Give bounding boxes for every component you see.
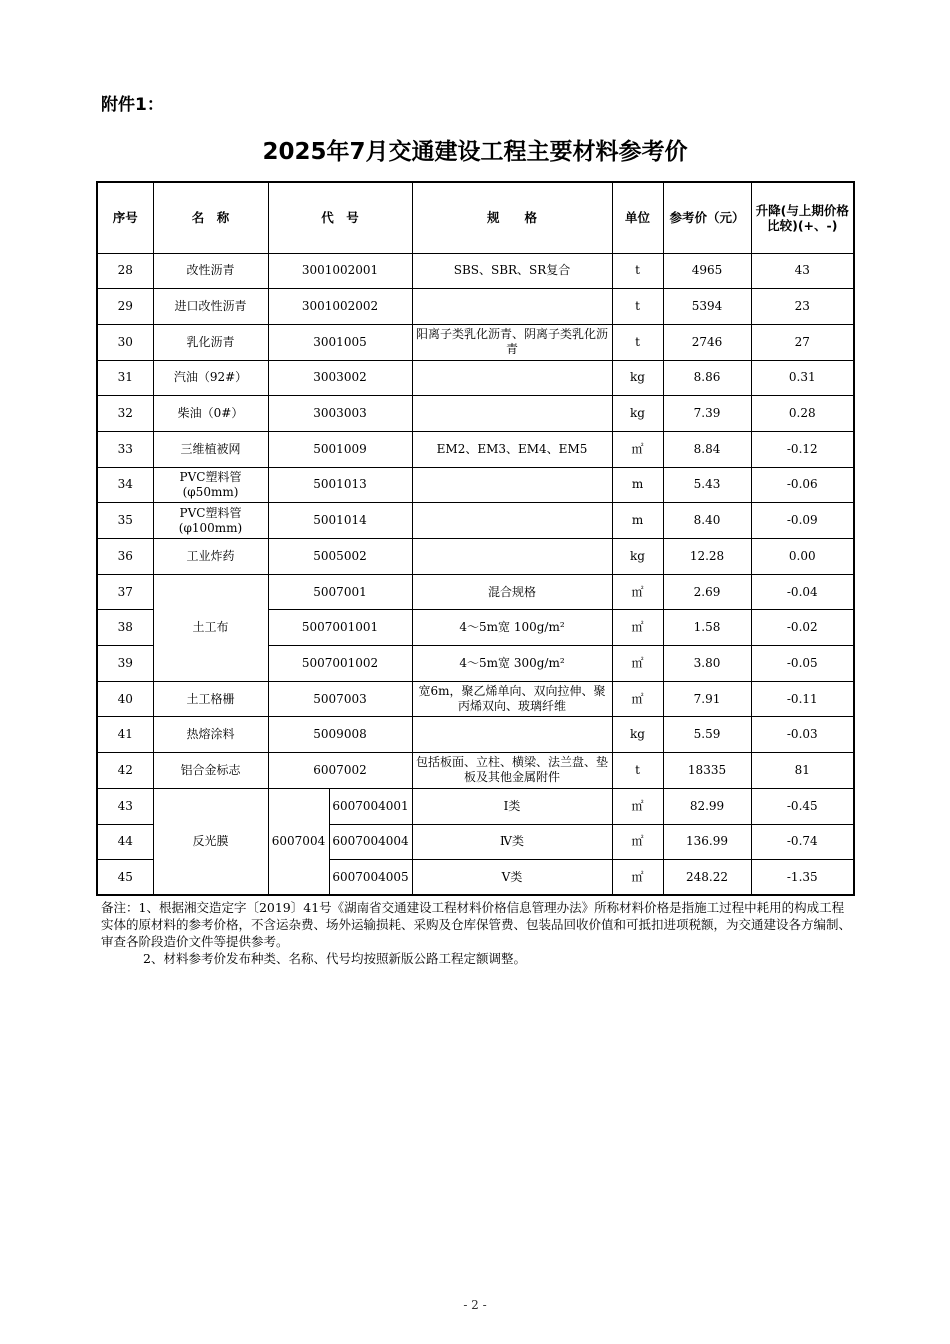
table-row [97,467,854,503]
cell-price: 7.39 [663,396,751,432]
cell-change: 81 [751,753,854,789]
cell-price: 8.40 [663,503,751,539]
cell-price: 8.84 [663,431,751,467]
cell-spec [412,289,612,325]
cell-code: 5001014 [268,503,412,539]
cell-name: 柴油（0#） [153,396,268,432]
cell-spec [412,467,612,503]
table-row [97,289,854,325]
cell-code: 3001002002 [268,289,412,325]
cell-name: 铝合金标志 [153,753,268,789]
cell-name: 进口改性沥青 [153,289,268,325]
cell-code: 6007002 [268,753,412,789]
cell-code: 5005002 [268,539,412,575]
cell-spec [412,539,612,575]
cell-change: -0.74 [751,824,854,860]
cell-seq: 33 [97,431,153,467]
cell-code: 3003002 [268,360,412,396]
cell-change: -0.06 [751,467,854,503]
table-row [97,717,854,753]
header-name: 名 称 [153,182,268,253]
cell-change: -0.04 [751,574,854,610]
note-1: 备注：1、根据湘交造定字〔2019〕41号《湖南省交通建设工程材料价格信息管理办法》所称材料价格是指施工过程中耗用的构成工程实体的原材料的参考价格，不含运杂费、场外运输损耗、采购及仓库保管费、包装品回收价值和可抵扣进项税额，为交通建设各方编制、审查各阶段造价文件等提供参考。 [101,900,852,949]
cell-code: 5001009 [268,431,412,467]
table-row [97,253,854,289]
attachment-label: 附件1： [101,95,164,115]
cell-spec: 包括板面、立柱、横梁、法兰盘、垫板及其他金属附件 [412,753,612,789]
cell-unit: kg [612,360,663,396]
cell-price: 18335 [663,753,751,789]
cell-change: 23 [751,289,854,325]
cell-seq: 35 [97,503,153,539]
cell-price: 2746 [663,324,751,360]
cell-unit: ㎡ [612,431,663,467]
cell-unit: m [612,467,663,503]
cell-spec: EM2、EM3、EM4、EM5 [412,431,612,467]
table-row [97,396,854,432]
cell-seq: 39 [97,646,153,682]
cell-code: 6007004004 [329,824,412,860]
cell-spec [412,396,612,432]
cell-name: 三维植被网 [153,431,268,467]
cell-change: 0.31 [751,360,854,396]
cell-spec: 阳离子类乳化沥青、阴离子类乳化沥青 [412,324,612,360]
cell-unit: kg [612,539,663,575]
cell-seq: 37 [97,574,153,610]
cell-seq: 44 [97,824,153,860]
table-row [97,788,854,824]
cell-price: 8.86 [663,360,751,396]
cell-unit: t [612,753,663,789]
cell-spec: 4～5m宽 300g/m² [412,646,612,682]
cell-code: 5007001001 [268,610,412,646]
cell-seq: 31 [97,360,153,396]
cell-price: 5.59 [663,717,751,753]
cell-unit: ㎡ [612,610,663,646]
cell-seq: 34 [97,467,153,503]
cell-unit: ㎡ [612,860,663,896]
cell-unit: t [612,324,663,360]
page-title: 2025年7月交通建设工程主要材料参考价 [262,139,688,165]
cell-seq: 29 [97,289,153,325]
table-row [97,753,854,789]
cell-name: 汽油（92#） [153,360,268,396]
cell-code: 5001013 [268,467,412,503]
cell-name: PVC塑料管(φ100mm) [153,503,268,539]
cell-change: 27 [751,324,854,360]
table-row [97,431,854,467]
cell-unit: ㎡ [612,824,663,860]
cell-price: 136.99 [663,824,751,860]
cell-unit: ㎡ [612,574,663,610]
note-2: 2、材料参考价发布种类、名称、代号均按照新版公路工程定额调整。 [143,951,526,966]
cell-name: 土工布 [153,574,268,681]
cell-spec [412,717,612,753]
table-row [97,324,854,360]
cell-seq: 32 [97,396,153,432]
cell-seq: 30 [97,324,153,360]
cell-unit: ㎡ [612,788,663,824]
cell-change: -0.05 [751,646,854,682]
table-row [97,503,854,539]
cell-seq: 40 [97,681,153,717]
header-price: 参考价（元） [663,182,751,253]
cell-spec: Ⅴ类 [412,860,612,896]
cell-unit: t [612,289,663,325]
cell-change: -0.45 [751,788,854,824]
cell-price: 5394 [663,289,751,325]
material-price-table [96,181,855,896]
cell-seq: 42 [97,753,153,789]
cell-price: 7.91 [663,681,751,717]
cell-code: 6007004001 [329,788,412,824]
cell-seq: 28 [97,253,153,289]
cell-price: 4965 [663,253,751,289]
cell-unit: kg [612,717,663,753]
cell-unit: kg [612,396,663,432]
header-seq: 序号 [97,182,153,253]
cell-change: -1.35 [751,860,854,896]
cell-name: 热熔涂料 [153,717,268,753]
cell-price: 1.58 [663,610,751,646]
cell-seq: 45 [97,860,153,896]
cell-name: PVC塑料管(φ50mm) [153,467,268,503]
cell-change: 0.00 [751,539,854,575]
cell-price: 3.80 [663,646,751,682]
cell-code: 5007001002 [268,646,412,682]
cell-unit: ㎡ [612,646,663,682]
cell-name: 反光膜 [153,788,268,895]
cell-price: 248.22 [663,860,751,896]
table-header-row [97,182,854,253]
cell-change: 0.28 [751,396,854,432]
cell-code: 3001005 [268,324,412,360]
table-row [97,574,854,610]
cell-seq: 43 [97,788,153,824]
cell-code-parent: 6007004 [268,788,329,895]
page-number: - 2 - [463,1298,487,1312]
cell-seq: 36 [97,539,153,575]
cell-change: -0.02 [751,610,854,646]
cell-name: 土工格栅 [153,681,268,717]
header-unit: 单位 [612,182,663,253]
cell-seq: 41 [97,717,153,753]
cell-code: 3001002001 [268,253,412,289]
cell-code: 5009008 [268,717,412,753]
cell-name: 改性沥青 [153,253,268,289]
header-spec: 规 格 [412,182,612,253]
table-row [97,360,854,396]
cell-price: 5.43 [663,467,751,503]
cell-change: -0.09 [751,503,854,539]
header-change: 升降(与上期价格比较)(+、-) [751,182,854,253]
cell-unit: t [612,253,663,289]
cell-unit: m [612,503,663,539]
cell-spec [412,503,612,539]
cell-spec: 4～5m宽 100g/m² [412,610,612,646]
table-row [97,681,854,717]
cell-price: 12.28 [663,539,751,575]
notes [101,899,851,967]
cell-code: 5007001 [268,574,412,610]
cell-spec: SBS、SBR、SR复合 [412,253,612,289]
cell-code: 5007003 [268,681,412,717]
cell-change: -0.11 [751,681,854,717]
cell-spec: 宽6m，聚乙烯单向、双向拉伸、聚丙烯双向、玻璃纤维 [412,681,612,717]
cell-price: 82.99 [663,788,751,824]
cell-change: -0.12 [751,431,854,467]
cell-unit: ㎡ [612,681,663,717]
cell-code: 3003003 [268,396,412,432]
table-row [97,539,854,575]
cell-name: 乳化沥青 [153,324,268,360]
cell-spec [412,360,612,396]
cell-seq: 38 [97,610,153,646]
cell-change: 43 [751,253,854,289]
header-code: 代 号 [268,182,412,253]
cell-spec: Ⅰ类 [412,788,612,824]
cell-name: 工业炸药 [153,539,268,575]
cell-change: -0.03 [751,717,854,753]
cell-spec: 混合规格 [412,574,612,610]
cell-price: 2.69 [663,574,751,610]
cell-code: 6007004005 [329,860,412,896]
cell-spec: Ⅳ类 [412,824,612,860]
